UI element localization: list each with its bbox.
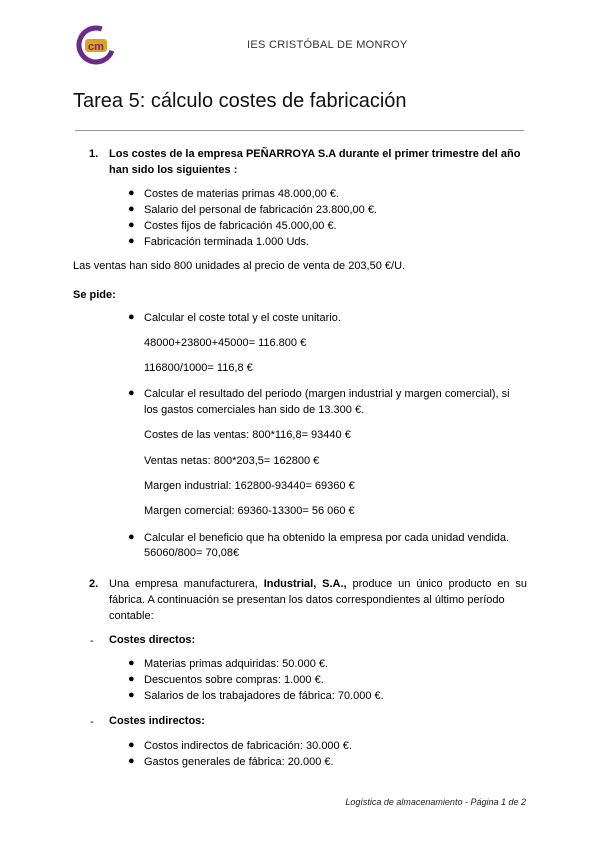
q1-item: Costes fijos de fabricación 45.000,00 €. <box>144 220 337 232</box>
q2-line3: contable: <box>109 610 154 622</box>
q1-task2-calc: Costes de las ventas: 800*116,8= 93440 € <box>144 429 351 441</box>
bullet-icon: ● <box>128 387 135 399</box>
dash-icon: - <box>90 635 94 647</box>
q2-indirecto-item: Gastos generales de fábrica: 20.000 €. <box>144 756 334 768</box>
q1-sales: Las ventas han sido 800 unidades al precio de venta de 203,50 €/U. <box>73 260 406 272</box>
q1-text-line2: han sido los siguientes : <box>109 164 238 176</box>
bullet-icon: ● <box>128 531 135 543</box>
q1-task2-calc: Ventas netas: 800*203,5= 162800 € <box>144 455 320 467</box>
page-title: Tarea 5: cálculo costes de fabricación <box>73 90 407 112</box>
q2-line1-pre: Una empresa manufacturera, <box>109 578 264 590</box>
q2-directo-item: Salarios de los trabajadores de fábrica: 70.000 €. <box>144 690 384 702</box>
dash-icon: - <box>90 716 94 728</box>
costes-indirectos-title: Costes indirectos: <box>109 715 205 727</box>
q2-company: Industrial, S.A., <box>263 578 347 590</box>
bullet-icon: ● <box>128 235 135 247</box>
q1-item: Fabricación terminada 1.000 Uds. <box>144 236 310 248</box>
q2-number: 2. <box>89 578 99 590</box>
q1-task1-calc: 48000+23800+45000= 116.800 € <box>144 337 307 349</box>
q2-indirecto-item: Costos indirectos de fabricación: 30.000 €. <box>144 740 352 752</box>
q2-directo-item: Descuentos sobre compras: 1.000 €. <box>144 674 324 686</box>
page-footer: Logística de almacenamiento - Página 1 de 2 <box>345 797 526 807</box>
q1-task2-line1: Calcular el resultado del periodo (margen industrial y margen comercial), si <box>144 388 510 400</box>
bullet-icon: ● <box>128 187 135 199</box>
q1-task3-line1: Calcular el beneficio que ha obtenido la empresa por cada unidad vendida. <box>144 532 510 544</box>
bullet-icon: ● <box>128 739 135 751</box>
q1-item: Salario del personal de fabricación 23.800,00 €. <box>144 204 377 216</box>
q1-task1-calc: 116800/1000= 116,8 € <box>144 362 253 374</box>
q1-task2-line2: los gastos comerciales han sido de 13.300 €. <box>144 404 365 416</box>
se-pide-label: Se pide: <box>73 289 116 301</box>
q2-directo-item: Materias primas adquiridas: 50.000 €. <box>144 658 329 670</box>
school-name: IES CRISTÓBAL DE MONROY <box>247 39 408 51</box>
bullet-icon: ● <box>128 755 135 767</box>
bullet-icon: ● <box>128 689 135 701</box>
bullet-icon: ● <box>128 311 135 323</box>
school-logo <box>76 25 116 65</box>
bullet-icon: ● <box>128 657 135 669</box>
q1-task1: Calcular el coste total y el coste unitario. <box>144 312 341 324</box>
bullet-icon: ● <box>128 203 135 215</box>
q2-line1-post: produce un único producto en su <box>346 578 527 590</box>
q1-item: Costes de materias primas 48.000,00 €. <box>144 188 340 200</box>
bullet-icon: ● <box>128 219 135 231</box>
title-divider <box>75 130 524 131</box>
q1-task3-line2: 56060/800= 70,08€ <box>144 547 240 559</box>
logo-letters: cm <box>88 41 104 53</box>
q1-task2-calc: Margen industrial: 162800-93440= 69360 € <box>144 480 355 492</box>
q2-line2: fábrica. A continuación se presentan los datos correspondientes al último período <box>109 594 505 606</box>
q1-text-line1: Los costes de la empresa PEÑARROYA S.A durante el primer trimestre del año <box>109 148 521 160</box>
q1-task2-calc: Margen comercial: 69360-13300= 56 060 € <box>144 505 355 517</box>
q1-number: 1. <box>89 148 99 160</box>
q2-line1 <box>109 576 527 592</box>
costes-directos-title: Costes directos: <box>109 634 196 646</box>
bullet-icon: ● <box>128 673 135 685</box>
